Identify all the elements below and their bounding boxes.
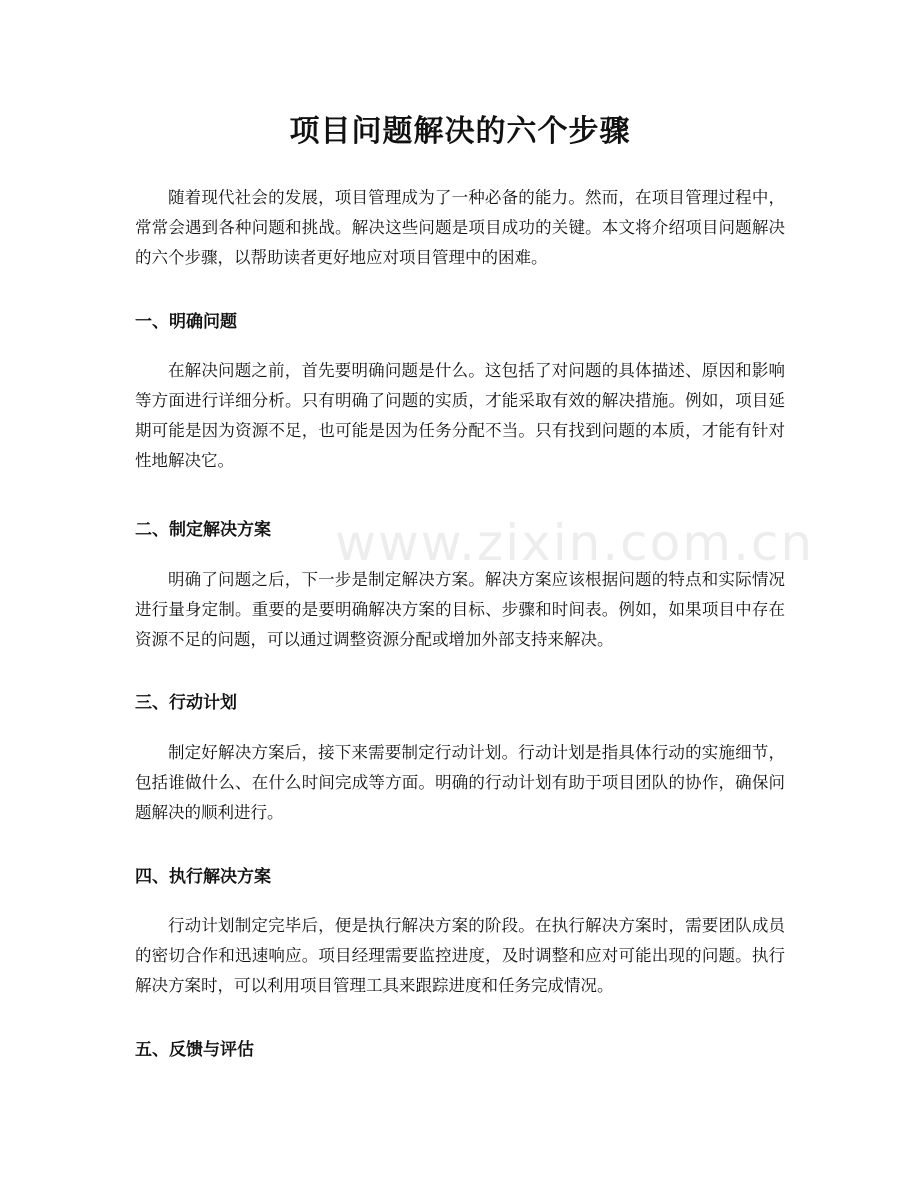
intro-paragraph: 随着现代社会的发展，项目管理成为了一种必备的能力。然而，在项目管理过程中，常常会遇到各种问题和挑战。解决这些问题是项目成功的关键。本文将介绍项目问题解决的六个步骤，以帮助读者更好地应对项目管理中的困难。 <box>135 188 785 267</box>
section-heading-1: 一、明确问题 <box>135 312 237 332</box>
section-body-4: 行动计划制定完毕后，便是执行解决方案的阶段。在执行解决方案时，需要团队成员的密切合作和迅速响应。项目经理需要监控进度，及时调整和应对可能出现的问题。执行解决方案时，可以利用项目管理工具来跟踪进度和任务完成情况。 <box>135 916 785 995</box>
section-heading-2: 二、制定解决方案 <box>135 520 271 540</box>
section-heading-3: 三、行动计划 <box>135 693 237 713</box>
section-body-1: 在解决问题之前，首先要明确问题是什么。这包括了对问题的具体描述、原因和影响等方面进行详细分析。只有明确了问题的实质，才能采取有效的解决措施。例如，项目延期可能是因为资源不足，也可能是因为任务分配不当。只有找到问题的本质，才能有针对性地解决它。 <box>135 361 785 470</box>
section-heading-4: 四、执行解决方案 <box>135 867 271 887</box>
section-heading-5: 五、反馈与评估 <box>135 1040 254 1060</box>
document-title: 项目问题解决的六个步骤 <box>289 114 631 149</box>
watermark: www.zixin.com.cn <box>335 514 815 572</box>
section-body-2: 明确了问题之后，下一步是制定解决方案。解决方案应该根据问题的特点和实际情况进行量身定制。重要的是要明确解决方案的目标、步骤和时间表。例如，如果项目中存在资源不足的问题，可以通过调整资源分配或增加外部支持来解决。 <box>135 570 785 649</box>
section-body-3: 制定好解决方案后，接下来需要制定行动计划。行动计划是指具体行动的实施细节，包括谁做什么、在什么时间完成等方面。明确的行动计划有助于项目团队的协作，确保问题解决的顺利进行。 <box>135 743 785 822</box>
